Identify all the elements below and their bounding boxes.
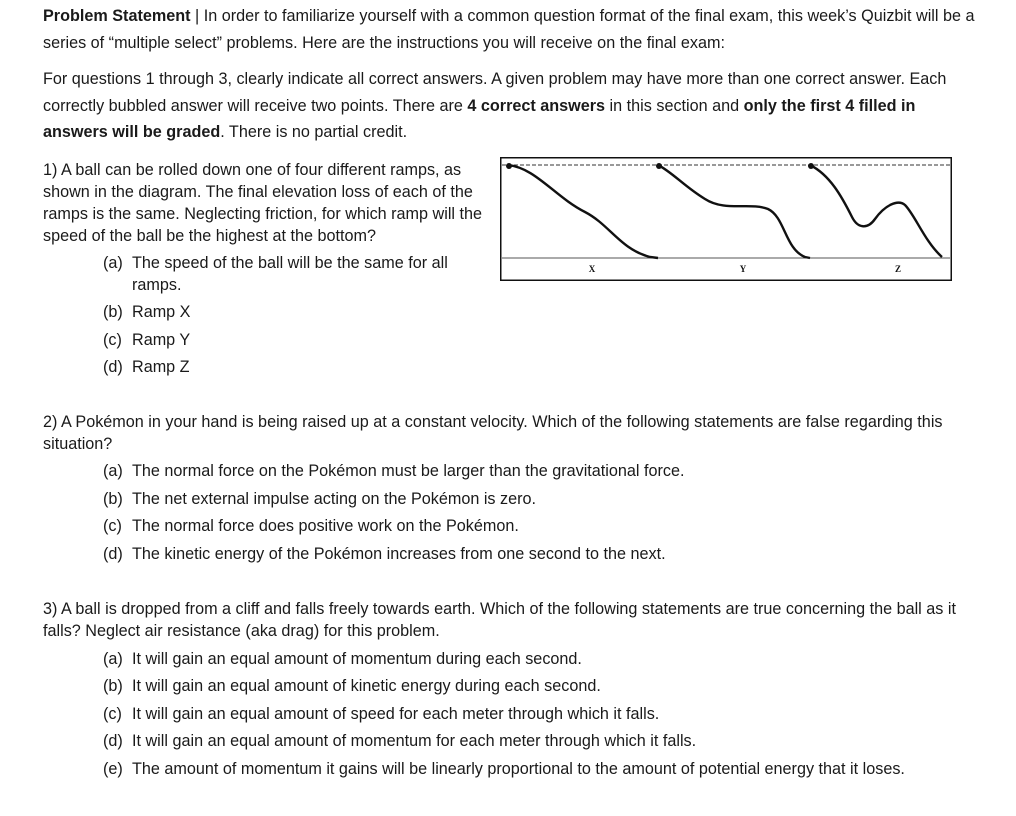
q3-option-c-label: (c): [103, 705, 122, 723]
instructions-part3: . There is no partial credit.: [220, 123, 408, 141]
q2-option-a-text: The normal force on the Pokémon must be larger than the gravitational force.: [132, 462, 685, 480]
q2-option-b-text: The net external impulse acting on the Pokémon is zero.: [132, 490, 537, 508]
q1-option-d-text: Ramp Z: [132, 358, 190, 376]
q2-option-a[interactable]: [103, 460, 684, 482]
q1-option-b-text: Ramp X: [132, 303, 191, 321]
q3-option-a-text: It will gain an equal amount of momentum during each second.: [132, 650, 582, 668]
instructions-part1: For questions 1 through 3, clearly indicate all correct answers. A given problem may have more than one correct answer. Each correctly bubbled answer will receive two points. There are: [43, 70, 947, 115]
question-3-text: 3) A ball is dropped from a cliff and falls freely towards earth. Which of the following statements are true concerning the ball as it falls? Neglect air resistance (aka drag) for this problem.: [43, 600, 956, 640]
instructions-bold1: 4 correct answers: [467, 96, 606, 115]
q1-option-d-label: (d): [103, 358, 123, 376]
q1-option-b[interactable]: [103, 301, 190, 323]
instructions-paragraph: [43, 66, 983, 146]
q1-option-c-label: (c): [103, 331, 122, 349]
ramp-x-curve: [507, 165, 658, 258]
ramp-z-ball: [808, 163, 814, 169]
intro-text: In order to familiarize yourself with a common question format of the final exam, this week’s Quizbit will be a series of “multiple select” problems. Here are the instructions you will receive on the final exam:: [43, 7, 975, 52]
q3-option-b[interactable]: [103, 675, 601, 697]
q3-option-a-label: (a): [103, 650, 123, 668]
q1-option-c-text: Ramp Y: [132, 331, 191, 349]
q2-option-c[interactable]: [103, 515, 519, 537]
diagram-frame: [501, 158, 952, 281]
question-2-text: 2) A Pokémon in your hand is being raised up at a constant velocity. Which of the following statements are false regarding this situation?: [43, 413, 943, 453]
q2-option-c-label: (c): [103, 517, 122, 535]
question-1-text: 1) A ball can be rolled down one of four different ramps, as shown in the diagram. The final elevation loss of each of the ramps is the same. Neglecting friction, for which ramp will the speed of the ball be the highest at the bottom?: [43, 161, 483, 245]
q2-option-c-text: The normal force does positive work on the Pokémon.: [132, 517, 519, 535]
ramp-y-curve: [658, 165, 810, 258]
q3-option-d[interactable]: [103, 730, 696, 752]
q2-option-b[interactable]: [103, 488, 536, 510]
intro-separator: |: [195, 7, 200, 25]
q2-option-d-label: (d): [103, 545, 123, 563]
ramp-x-ball: [506, 163, 512, 169]
ramp-diagram: [500, 157, 952, 281]
q3-option-e-label: (e): [103, 760, 123, 778]
instructions-part2: in this section and: [605, 96, 744, 115]
q1-option-a-line2: ramps.: [132, 276, 182, 294]
ramp-z-curve: [810, 165, 942, 257]
q3-option-d-text: It will gain an equal amount of momentum for each meter through which it falls.: [132, 732, 697, 750]
q1-option-a[interactable]: [103, 252, 473, 296]
intro-paragraph: [43, 3, 983, 56]
q1-option-b-label: (b): [103, 303, 123, 321]
q3-option-e[interactable]: [103, 758, 905, 780]
ramp-y-ball: [656, 163, 662, 169]
q3-option-b-text: It will gain an equal amount of kinetic energy during each second.: [132, 677, 601, 695]
q3-option-e-text: The amount of momentum it gains will be linearly proportional to the amount of potential energy that it loses.: [132, 760, 905, 778]
q3-option-c[interactable]: [103, 703, 659, 725]
instructions-bold2: only the first 4 filled in answers will be graded: [43, 96, 916, 141]
q1-option-c[interactable]: [103, 329, 190, 351]
q3-option-c-text: It will gain an equal amount of speed for each meter through which it falls.: [132, 705, 660, 723]
q2-option-d[interactable]: [103, 543, 666, 565]
ramp-x-label: X: [588, 264, 596, 274]
q1-option-a-label: (a): [103, 254, 123, 272]
q2-option-d-text: The kinetic energy of the Pokémon increases from one second to the next.: [132, 545, 666, 563]
q1-option-a-line1: The speed of the ball will be the same for all: [132, 254, 448, 272]
q3-option-d-label: (d): [103, 732, 123, 750]
q1-option-d[interactable]: [103, 356, 190, 378]
q2-option-a-label: (a): [103, 462, 123, 480]
q3-option-b-label: (b): [103, 677, 123, 695]
ramp-y-label: Y: [739, 264, 747, 274]
ramp-z-label: Z: [894, 264, 902, 274]
intro-heading: Problem Statement: [43, 7, 191, 25]
q2-option-b-label: (b): [103, 490, 123, 508]
q3-option-a[interactable]: [103, 648, 582, 670]
